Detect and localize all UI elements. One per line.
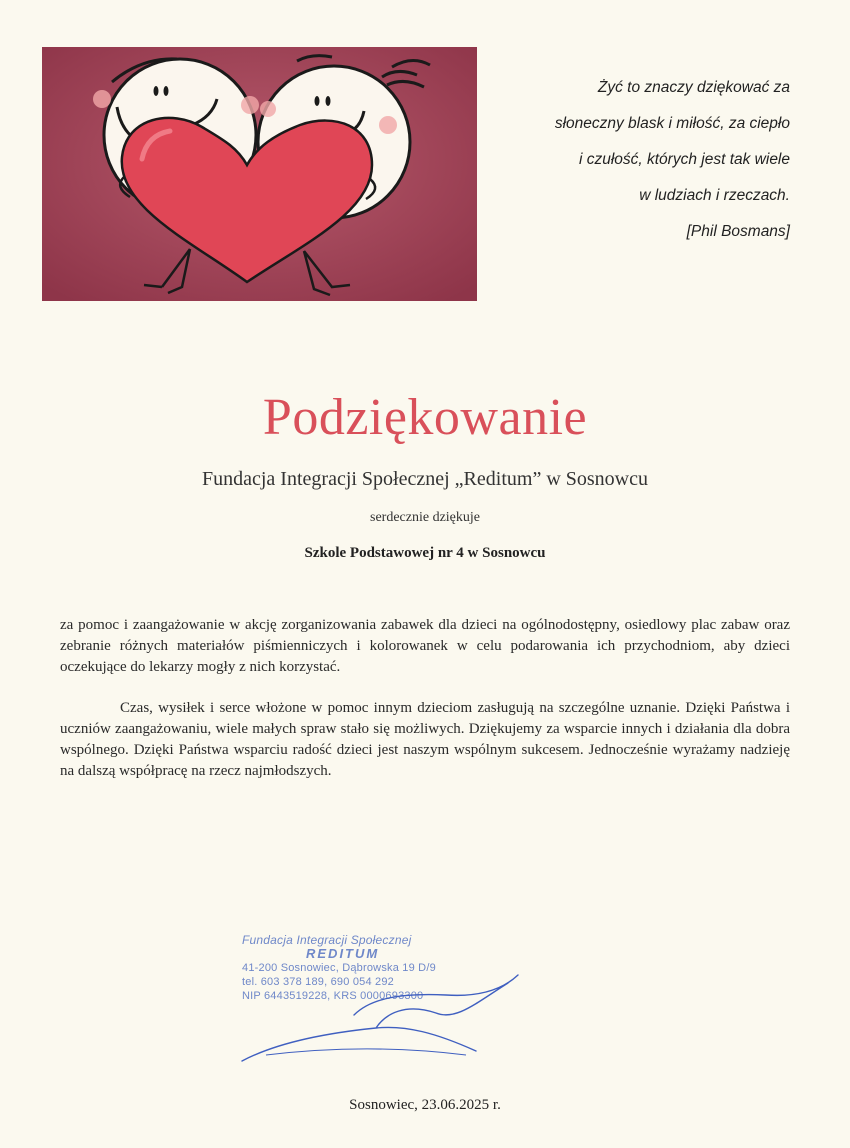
stamp-address: 41-200 Sosnowiec, Dąbrowska 19 D/9 xyxy=(242,962,436,974)
document-title: Podziękowanie xyxy=(262,389,588,446)
stamp-ids: NIP 6443519228, KRS 0000693300 xyxy=(242,990,424,1002)
quote-line: Żyć to znaczy dziękować za xyxy=(597,79,790,96)
quote-line: w ludziach i rzeczach. xyxy=(639,187,790,204)
place-and-date: Sosnowiec, 23.06.2025 r. xyxy=(349,1097,501,1113)
quote-line: słoneczny blask i miłość, za ciepło xyxy=(554,115,790,132)
organization-stamp xyxy=(236,933,526,1068)
thanks-text: serdecznie dziękuje xyxy=(370,510,480,525)
heart-couple-illustration xyxy=(42,47,477,301)
recipient-name: Szkole Podstawowej nr 4 w Sosnowcu xyxy=(304,545,546,561)
body-paragraph-1: za pomoc i zaangażowanie w akcję zorganizowania zabawek dla dzieci na ogólnodostępny, osiedlowy plac zabaw oraz zebranie różnych materiałów piśmienniczych i kolorowanek w celu podarowania ich przychodniom, aby dzieci oczekujące do lekarzy mogły z nich korzystać. xyxy=(60,617,790,675)
quote-line: i czułość, których jest tak wiele xyxy=(578,151,790,168)
stamp-brand: REDITUM xyxy=(306,946,380,961)
stamp-phone: tel. 603 378 189, 690 054 292 xyxy=(242,976,394,988)
stamp-name: Fundacja Integracji Społecznej xyxy=(242,933,412,947)
quote xyxy=(470,70,790,250)
signature-icon xyxy=(236,933,526,1068)
organization-name: Fundacja Integracji Społecznej „Reditum” w Sosnowcu xyxy=(202,468,648,490)
body-paragraph-2: Czas, wysiłek i serce włożone w pomoc innym dzieciom zasługują na szczególne uznanie. Dzięki Państwa i uczniów zaangażowaniu, wiele małych spraw stało się możliwych. Dziękujemy za wsparcie innych i działania dla dobra wspólnego. Dzięki Państwa wsparciu radość dzieci jest naszym wspólnym sukcesem. Jednocześnie wyrażamy nadzieję na dalszą współpracę na rzecz najmłodszych. xyxy=(60,700,790,779)
quote-author: [Phil Bosmans] xyxy=(686,223,790,240)
